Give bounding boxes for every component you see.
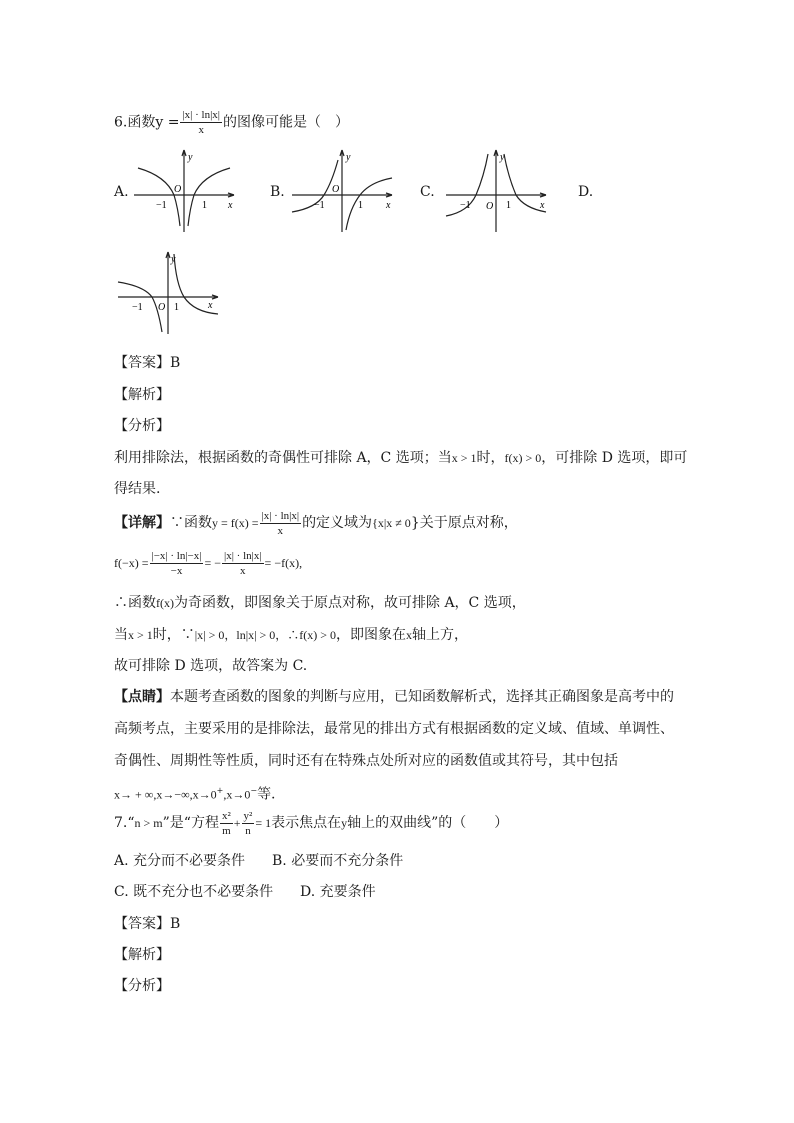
analysis-text-3: ，可排除 D 选项，即可 bbox=[541, 450, 688, 466]
q6-suffix: 的图像可能是（ ） bbox=[222, 114, 349, 131]
q6-fraction bbox=[180, 108, 222, 137]
q7-frac-2 bbox=[242, 809, 255, 838]
detail-l4-math3: x bbox=[406, 628, 413, 642]
detail-l2-frac2 bbox=[222, 549, 264, 578]
q7-frac-1 bbox=[220, 809, 233, 838]
q6-prefix: 6.函数y = bbox=[114, 114, 180, 131]
detail-fraction bbox=[260, 509, 302, 538]
q6-note-line2: 高频考点，主要采用的是排除法，最常见的排出方式有根据函数的定义域、值域、单调性、 bbox=[114, 721, 674, 737]
q6-stem bbox=[114, 108, 349, 136]
graph-d-neg1: −1 bbox=[132, 302, 143, 313]
graph-d bbox=[114, 248, 224, 336]
q6-fenxi: 【分析】 bbox=[114, 418, 170, 434]
graph-c-neg1: −1 bbox=[460, 200, 471, 211]
graph-d-origin: O bbox=[158, 302, 166, 313]
graph-a-x-label: x bbox=[228, 200, 233, 211]
note-math-1: x→ + ∞,x→−∞,x→0 bbox=[114, 787, 217, 802]
q7-plus: + bbox=[233, 816, 241, 830]
q6-analysis-line1 bbox=[114, 449, 687, 467]
q7-stem bbox=[114, 806, 508, 840]
q7-frac1-den: m bbox=[222, 824, 231, 837]
q7-option-c: C. 既不充分也不必要条件 bbox=[114, 884, 274, 900]
q6-frac-num: |x| · ln|x| bbox=[182, 109, 220, 121]
q7-answer: 【答案】B bbox=[114, 916, 181, 932]
q6-detail-line5: 故可排除 D 选项，故答案为 C. bbox=[114, 658, 308, 674]
detail-math-1: y = f(x) = bbox=[212, 516, 259, 530]
note-sup-1: + bbox=[216, 786, 224, 795]
q6-note-line4 bbox=[114, 782, 276, 804]
graph-b bbox=[288, 146, 398, 234]
note-tag: 【点睛】 bbox=[114, 689, 170, 705]
q6-note-line1 bbox=[114, 688, 674, 706]
q7-frac2-num: y² bbox=[243, 809, 253, 822]
detail-text-2: 的定义域为 bbox=[302, 515, 373, 531]
detail-l4-c: ，即图象在 bbox=[336, 627, 407, 643]
note-text-1: 本题考查函数的图象的判断与应用，已知函数解析式，选择其正确图象是高考中的 bbox=[170, 689, 674, 705]
q7-frac1-num: x² bbox=[221, 809, 231, 822]
q7-text-b: ”是“方程 bbox=[162, 815, 219, 831]
detail-l4-d: 轴上方， bbox=[412, 627, 469, 643]
graph-b-origin: O bbox=[332, 184, 340, 195]
graph-d-y-label: y bbox=[171, 254, 176, 265]
q7-fenxi: 【分析】 bbox=[114, 978, 170, 994]
note-math-2: ,x→0 bbox=[223, 787, 251, 802]
q6-jiexi: 【解析】 bbox=[114, 387, 170, 403]
graph-c-pos1: 1 bbox=[506, 200, 511, 211]
detail-l4-math1: x > 1 bbox=[128, 628, 153, 642]
q7-text-a: 7.“ bbox=[114, 815, 135, 831]
detail-tag: 【详解】 bbox=[114, 515, 170, 531]
q6-detail-line4 bbox=[114, 626, 468, 644]
graph-a-y-label: y bbox=[188, 152, 193, 163]
detail-l2-num1: |−x| · ln|−x| bbox=[151, 549, 202, 562]
q7-option-d: D. 充要条件 bbox=[300, 884, 376, 900]
analysis-text-2: 时， bbox=[476, 450, 505, 466]
graph-a-pos1: 1 bbox=[202, 200, 207, 211]
detail-l2-den1: −x bbox=[170, 564, 183, 577]
q7-math-2: y bbox=[341, 816, 348, 830]
note-sup-2: − bbox=[250, 786, 258, 795]
q6-detail-line2 bbox=[114, 546, 302, 580]
option-a-label: A. bbox=[114, 184, 129, 200]
q6-frac-den: x bbox=[198, 124, 204, 136]
q6-analysis-line2: 得结果. bbox=[114, 481, 161, 497]
graph-a-neg1: −1 bbox=[156, 200, 167, 211]
graph-b-y-label: y bbox=[346, 152, 351, 163]
graph-b-pos1: 1 bbox=[358, 200, 363, 211]
q7-option-b: B. 必要而不充分条件 bbox=[272, 853, 404, 869]
q7-eq: = 1 bbox=[255, 816, 272, 830]
graph-b-x-label: x bbox=[386, 200, 391, 211]
graph-c-origin: O bbox=[486, 201, 494, 212]
graph-c bbox=[442, 146, 552, 234]
q7-frac2-den: n bbox=[245, 824, 251, 837]
detail-frac-den: x bbox=[277, 524, 284, 537]
graph-d-pos1: 1 bbox=[174, 302, 179, 313]
q7-text-d: 轴上的双曲线”的（ ） bbox=[347, 815, 509, 831]
analysis-text-1: 利用排除法，根据函数的奇偶性可排除 A，C 选项；当 bbox=[114, 450, 452, 466]
detail-math-2: {x|x ≠ 0 bbox=[372, 516, 411, 530]
q6-answer: 【答案】B bbox=[114, 355, 181, 371]
detail-l3-b: 为奇函数，即图象关于原点对称，故可排除 A，C 选项， bbox=[174, 595, 526, 611]
detail-frac-num: |x| · ln|x| bbox=[261, 509, 300, 522]
detail-l2-frac1 bbox=[150, 549, 204, 578]
detail-l2-eq: = − bbox=[204, 556, 222, 570]
q7-math-1: n > m bbox=[134, 816, 163, 830]
analysis-math-1: x > 1 bbox=[451, 451, 477, 465]
detail-l4-a: 当 bbox=[114, 627, 128, 643]
analysis-math-2: f(x) > 0 bbox=[504, 451, 542, 465]
detail-l2-den2: x bbox=[240, 564, 246, 577]
graph-a bbox=[130, 146, 240, 234]
graph-c-y-label: y bbox=[500, 152, 505, 163]
detail-l4-b: 时，∵ bbox=[152, 627, 195, 643]
q7-jiexi: 【解析】 bbox=[114, 947, 170, 963]
q7-text-c: 表示焦点在 bbox=[271, 815, 342, 831]
detail-l2-num2: |x| · ln|x| bbox=[224, 549, 262, 562]
q6-detail-line3 bbox=[114, 594, 526, 612]
option-c-label: C. bbox=[420, 184, 435, 200]
detail-l4-math2: |x| > 0，ln|x| > 0，∴f(x) > 0 bbox=[194, 628, 337, 642]
q6-note-line3: 奇偶性、周期性等性质，同时还有在特殊点处所对应的函数值或其符号，其中包括 bbox=[114, 753, 618, 769]
option-d-label: D. bbox=[578, 184, 594, 200]
q7-option-a: A. 充分而不必要条件 bbox=[114, 853, 246, 869]
detail-l2-end: = −f(x), bbox=[264, 556, 303, 570]
graph-d-x-label: x bbox=[208, 300, 213, 311]
detail-l3-a: ∴函数 bbox=[114, 595, 156, 611]
graph-b-neg1: −1 bbox=[314, 200, 325, 211]
detail-text-3: }关于原点对称， bbox=[410, 515, 518, 531]
detail-text-1: ∵函数 bbox=[170, 515, 212, 531]
detail-l2-lhs: f(−x) = bbox=[114, 556, 149, 570]
note-end: 等. bbox=[257, 786, 276, 803]
option-b-label: B. bbox=[270, 184, 285, 200]
graph-c-x-label: x bbox=[540, 200, 545, 211]
q6-detail-line1 bbox=[114, 506, 518, 540]
graph-a-origin: O bbox=[174, 184, 182, 195]
detail-l3-math: f(x) bbox=[156, 596, 174, 610]
